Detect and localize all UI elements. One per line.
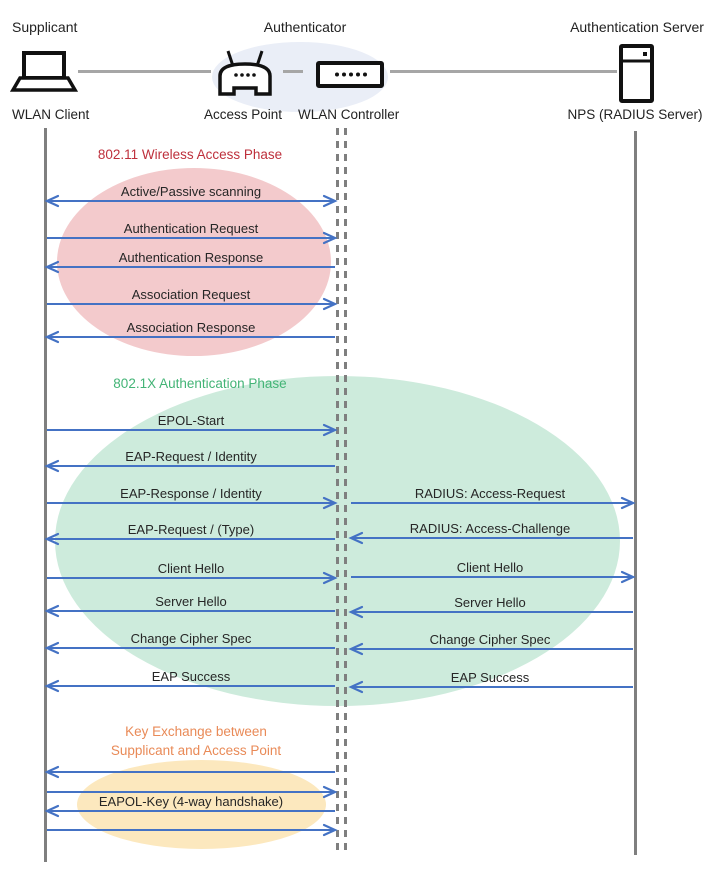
message-label: RADIUS: Access-Challenge	[409, 521, 571, 536]
message-label: Active/Passive scanning	[120, 184, 262, 199]
message-label: EAP-Request / Identity	[125, 449, 257, 464]
message-label: Server Hello	[155, 594, 227, 609]
phase-title-key-exchange-line1: Key Exchange between	[125, 724, 267, 739]
message-label: EAP Success	[151, 669, 231, 684]
message-label: Server Hello	[454, 595, 526, 610]
access-point-icon	[212, 48, 278, 98]
message-label: EAPOL-Key (4-way handshake)	[98, 794, 284, 809]
message-label: EPOL-Start	[157, 413, 225, 428]
role-label-auth-server: Authentication Server	[570, 19, 704, 35]
laptop-icon	[10, 50, 78, 94]
device-label-access-point: Access Point	[203, 107, 283, 122]
message-label: EAP-Response / Identity	[120, 486, 262, 501]
server-icon	[618, 44, 656, 104]
phase-title-key-exchange	[86, 722, 306, 760]
message-label: Change Cipher Spec	[130, 631, 252, 646]
message-arrow	[47, 767, 335, 777]
message-label: Client Hello	[456, 560, 524, 575]
message-label: Change Cipher Spec	[429, 632, 551, 647]
message-label: Authentication Request	[123, 221, 259, 236]
message-arrow	[47, 825, 335, 835]
message-label: EAP Success	[450, 670, 530, 685]
message-label: Authentication Response	[118, 250, 264, 265]
wlan-controller-icon	[316, 60, 386, 90]
message-label: EAP-Request / (Type)	[127, 522, 255, 537]
device-label-nps-radius-server: NPS (RADIUS Server)	[567, 107, 703, 122]
role-label-authenticator: Authenticator	[263, 19, 347, 35]
message-label: Association Response	[126, 320, 256, 335]
phase-title-key-exchange-line2: Supplicant and Access Point	[110, 743, 282, 758]
device-label-wlan-client: WLAN Client	[12, 107, 90, 122]
device-label-wlan-controller: WLAN Controller	[298, 107, 400, 122]
message-label: Association Request	[131, 287, 251, 302]
phase-title-8021x: 802.1X Authentication Phase	[113, 376, 287, 391]
message-label: Client Hello	[157, 561, 225, 576]
phase-title-80211: 802.11 Wireless Access Phase	[97, 147, 283, 162]
message-label: RADIUS: Access-Request	[414, 486, 566, 501]
role-label-supplicant: Supplicant	[12, 19, 78, 35]
